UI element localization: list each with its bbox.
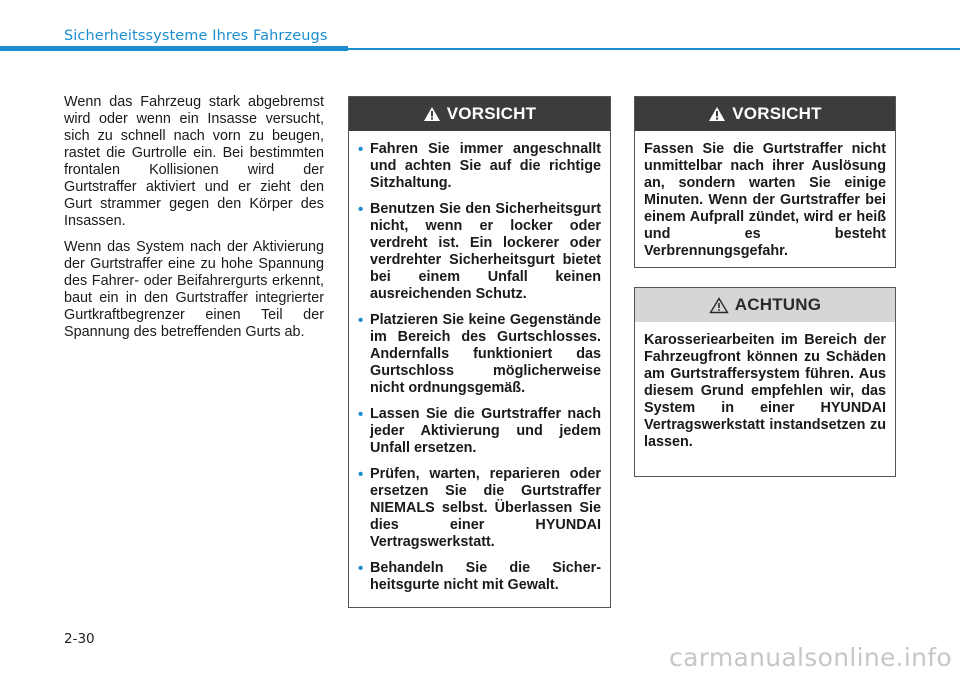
list-item: • Benutzen Sie den Sicherheitsgurt nicht, wenn er locker oder verdreht ist. Ein lockerer oder verdrehter Sicherheitsgurt bietet bei einem Unfall keinen ausreichenden Schutz.	[358, 201, 601, 302]
header-rule	[0, 48, 960, 50]
body-paragraph: Wenn das System nach der Aktivierung der Gurtstraffer eine zu hohe Spannung des Fahrer- oder Beifahrergurts erkennt, baut ein in den Gurtstraffer integrierter Gurtkraftbegrenzer einen Teil der Spannung des betreffenden Gurts ab.	[64, 239, 324, 340]
warning-triangle-icon	[708, 106, 726, 122]
caution-box-header	[349, 97, 610, 131]
caution-box-header	[635, 97, 895, 131]
list-item: • Lassen Sie die Gurtstraffer nach jeder Aktivierung und jedem Unfall ersetzen.	[358, 406, 601, 456]
watermark: carmanualsonline.info	[669, 643, 952, 672]
bullet-icon: •	[358, 466, 364, 483]
notice-box-body: Karosseriearbeiten im Bereich der Fahrzeugfront können zu Schäden am Gurtstraffersystem führen. Aus diesem Grund empfehlen wir, das System in einer HYUNDAI Vertragswerkstatt instandsetzen zu lassen.	[644, 332, 886, 450]
list-item: • Prüfen, warten, reparieren oder ersetzen Sie die Gurtstraffer NIEMALS selbst. Überlassen Sie dies einer HYUNDAI Vertragswerkstatt.	[358, 466, 601, 550]
notice-box	[634, 287, 896, 477]
bullet-icon: •	[358, 312, 364, 329]
bullet-icon: •	[358, 141, 364, 158]
caution-box-title: VORSICHT	[446, 104, 537, 123]
caution-box-title: VORSICHT	[732, 104, 822, 123]
page-number: 2-30	[64, 631, 95, 647]
body-text-column	[64, 94, 324, 350]
list-item: • Fahren Sie immer angeschnallt und achten Sie auf die richtige Sitzhaltung.	[358, 141, 601, 191]
notice-box-header	[635, 288, 895, 322]
warning-triangle-outline-icon	[709, 297, 729, 314]
bullet-icon: •	[358, 406, 364, 423]
bullet-icon: •	[358, 201, 364, 218]
warning-triangle-icon	[423, 106, 441, 122]
caution-box-body	[349, 131, 610, 604]
caution-box-2	[634, 96, 896, 268]
notice-box-title: ACHTUNG	[734, 295, 822, 314]
list-item: • Behandeln Sie die Sicherheitsgurte nicht mit Gewalt.	[358, 560, 601, 593]
bullet-icon: •	[358, 560, 364, 577]
caution-box-body: Fassen Sie die Gurtstraffer nicht unmittelbar nach ihrer Auslösung an, sondern warten Sie einige Minuten. Wenn der Gurtstraffer bei einem Aufprall zündet, wird er heiß und es besteht Verbrennungsgefahr.	[644, 141, 886, 259]
body-paragraph: Wenn das Fahrzeug stark abgebremst wird oder wenn ein Insasse versucht, sich zu schnell nach vorn zu beugen, rastet die Gurtrolle ein. Bei bestimmten frontalen Kollisionen wird der Gurtstraffer aktiviert und er zieht den Gurt strammer gegen den Körper des Insassen.	[64, 94, 324, 229]
list-item: • Platzieren Sie keine Gegenstände im Bereich des Gurtschlosses. Andernfalls funktioniert das Gurtschloss möglicherweise nicht ordnungsgemäß.	[358, 312, 601, 396]
header-title: Sicherheitssysteme Ihres Fahrzeugs	[64, 28, 328, 44]
caution-box-1	[348, 96, 611, 608]
